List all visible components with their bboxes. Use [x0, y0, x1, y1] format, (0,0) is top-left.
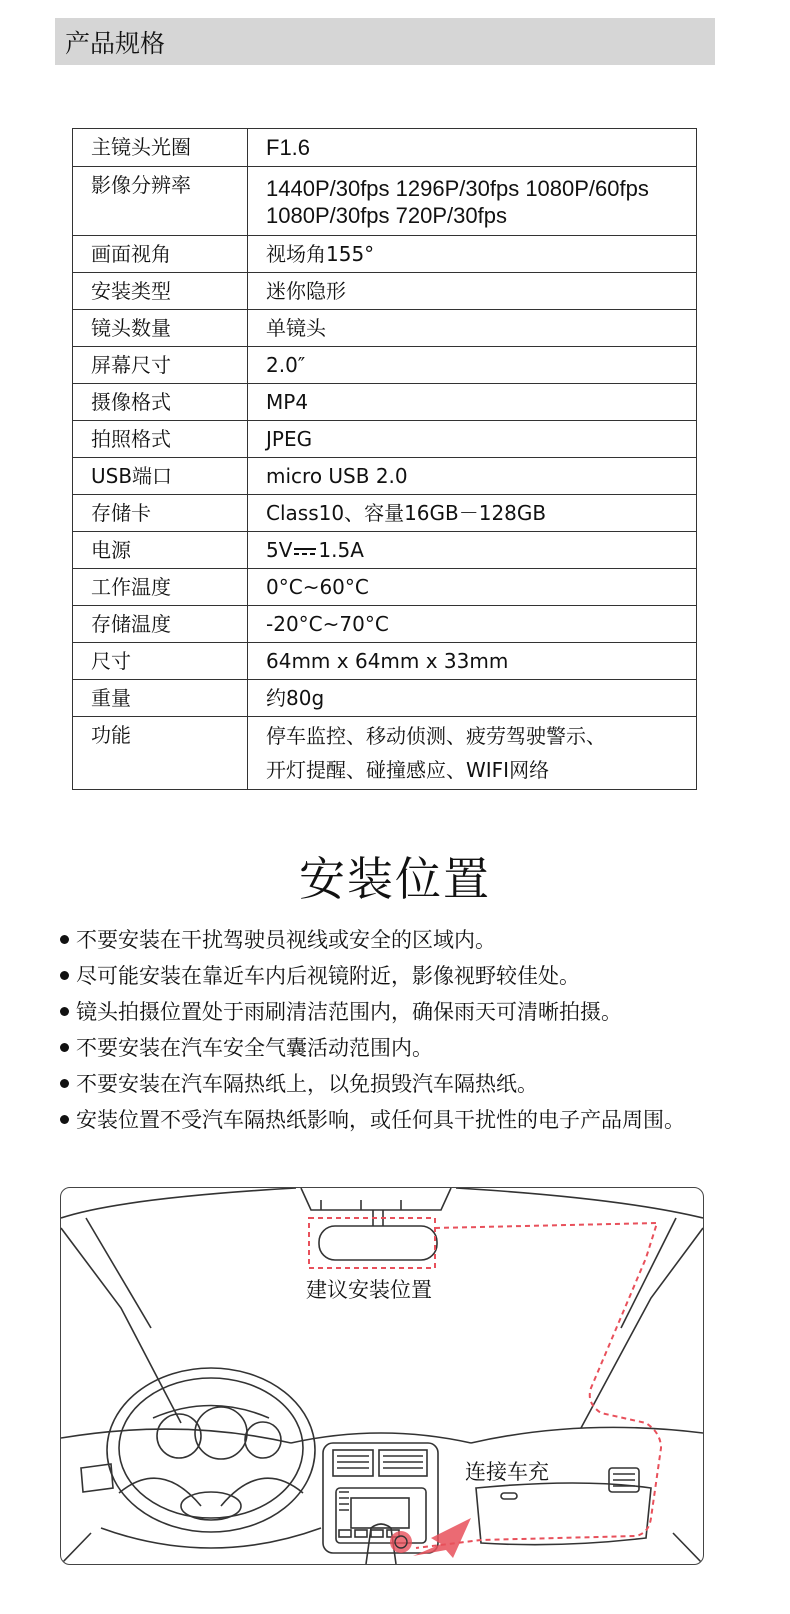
spec-label: 工作温度: [91, 575, 171, 599]
spec-section-title: 产品规格: [65, 28, 166, 58]
spec-row-mount: [73, 273, 697, 310]
list-item: 安装位置不受汽车隔热纸影响，或任何具干扰性的电子产品周围。: [60, 1102, 700, 1138]
spec-value-line2: 1080P/30fps 720P/30fps: [266, 203, 507, 228]
spec-label: 电源: [91, 538, 131, 562]
spec-label: USB端口: [91, 464, 173, 488]
spec-label: 重量: [91, 686, 131, 710]
spec-section-header: [55, 18, 715, 65]
spec-row-operating-temp: [73, 569, 697, 606]
spec-value: 0°C~60°C: [266, 575, 369, 599]
bullet-icon: [60, 1007, 69, 1016]
spec-row-storage-temp: [73, 606, 697, 643]
spec-value: 2.0″: [266, 353, 306, 377]
spec-label: 安装类型: [91, 279, 171, 303]
bullet-icon: [60, 971, 69, 980]
spec-row-fov: [73, 236, 697, 273]
list-item: 不要安装在干扰驾驶员视线或安全的区域内。: [60, 922, 700, 958]
spec-value-current: 1.5A: [318, 538, 364, 562]
car-interior-illustration: [61, 1188, 703, 1564]
spec-row-lens-count: [73, 310, 697, 347]
spec-row-weight: [73, 680, 697, 717]
install-position-title: 安装位置: [299, 852, 491, 906]
install-notes-list: [60, 922, 700, 1138]
recommend-position-label: 建议安装位置: [306, 1278, 432, 1302]
spec-label: 影像分辨率: [91, 173, 191, 197]
list-item: 尽可能安装在靠近车内后视镜附近，影像视野较佳处。: [60, 958, 700, 994]
spec-label: 镜头数量: [91, 316, 171, 340]
spec-row-power: [73, 532, 697, 569]
spec-value: micro USB 2.0: [266, 464, 408, 488]
spec-value: Class10、容量16GB－128GB: [266, 501, 547, 525]
spec-value: 约80g: [266, 686, 325, 710]
list-item: 不要安装在汽车隔热纸上，以免损毁汽车隔热纸。: [60, 1066, 700, 1102]
bullet-icon: [60, 1079, 69, 1088]
spec-table: [72, 128, 697, 790]
spec-row-functions: [73, 717, 697, 790]
spec-value: MP4: [266, 390, 309, 414]
spec-row-storage: [73, 495, 697, 532]
list-item: 不要安装在汽车安全气囊活动范围内。: [60, 1030, 700, 1066]
connect-charger-label: 连接车充: [465, 1460, 549, 1484]
spec-value-line2: 开灯提醒、碰撞感应、WIFI网络: [266, 758, 550, 782]
spec-label: 主镜头光圈: [91, 135, 191, 159]
spec-row-resolution: [73, 167, 697, 236]
spec-value: 单镜头: [266, 316, 326, 340]
spec-row-size: [73, 643, 697, 680]
car-interior-diagram: [60, 1187, 704, 1565]
spec-label: 存储温度: [91, 612, 171, 636]
spec-value: JPEG: [266, 427, 313, 451]
bullet-icon: [60, 1043, 69, 1052]
list-item: 镜头拍摄位置处于雨刷清洁范围内，确保雨天可清晰拍摄。: [60, 994, 700, 1030]
spec-label: 功能: [91, 723, 131, 747]
spec-value: F1.6: [266, 135, 311, 160]
bullet-icon: [60, 935, 69, 944]
spec-label: 摄像格式: [91, 390, 171, 414]
dc-symbol-icon: [294, 546, 316, 558]
spec-label: 屏幕尺寸: [91, 353, 171, 377]
spec-value: 视场角155°: [266, 242, 375, 266]
spec-value-voltage: 5V: [266, 538, 293, 562]
spec-label: 存储卡: [91, 501, 151, 525]
spec-row-aperture: [73, 129, 697, 167]
spec-value: 64mm x 64mm x 33mm: [266, 649, 509, 673]
bullet-icon: [60, 1115, 69, 1124]
spec-label: 拍照格式: [91, 427, 171, 451]
spec-row-usb: [73, 458, 697, 495]
spec-value: 迷你隐形: [266, 279, 346, 303]
spec-value: -20°C~70°C: [266, 612, 389, 636]
spec-row-screen: [73, 347, 697, 384]
spec-label: 画面视角: [91, 242, 171, 266]
spec-value: 停车监控、移动侦测、疲劳驾驶警示、: [266, 724, 606, 748]
spec-row-video-format: [73, 384, 697, 421]
spec-row-photo-format: [73, 421, 697, 458]
spec-label: 尺寸: [91, 649, 131, 673]
spec-value: 1440P/30fps 1296P/30fps 1080P/60fps: [266, 176, 649, 201]
